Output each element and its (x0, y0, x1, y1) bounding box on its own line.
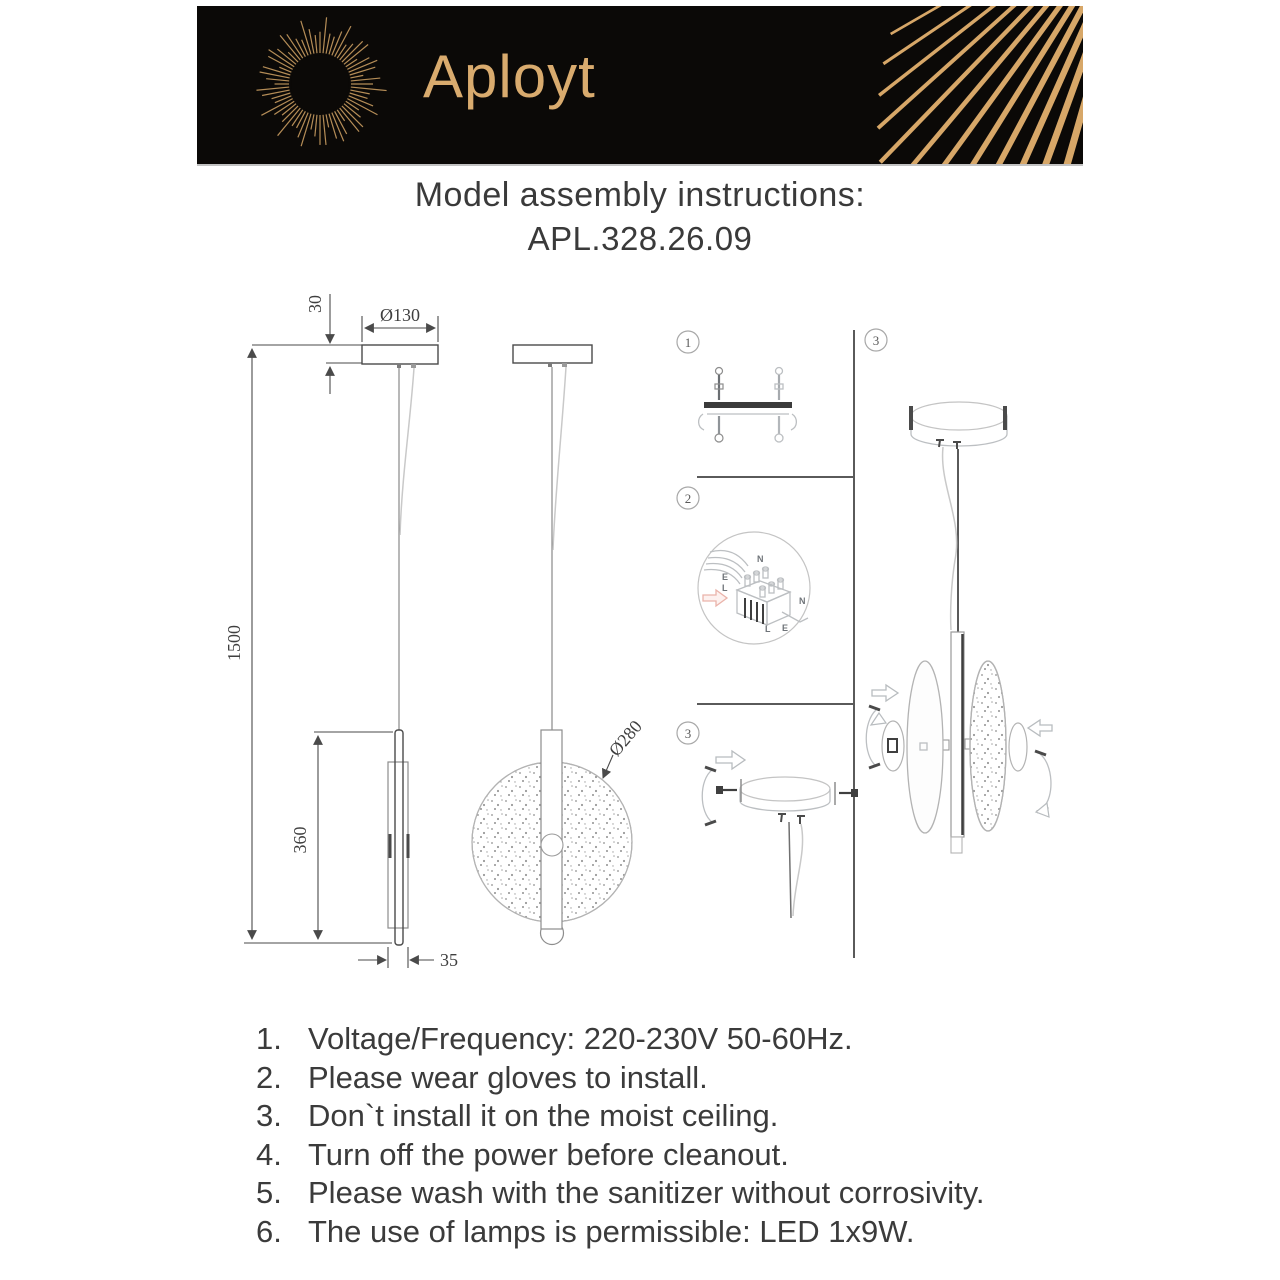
item-number: 3. (256, 1098, 282, 1133)
step1-bracket-diagram (699, 368, 797, 443)
list-item (256, 1020, 1066, 1059)
item-number: 1. (256, 1021, 282, 1056)
step-number-3-result: 3 (872, 333, 880, 348)
instruction-list (256, 1020, 1066, 1251)
arrow-left-icon (1028, 720, 1052, 736)
side-view-drawing (224, 294, 458, 970)
dim-canopy-height: 30 (305, 295, 325, 313)
arrow-right-small-icon (872, 685, 898, 701)
item-number: 6. (256, 1213, 282, 1249)
step-panel-frame (677, 329, 887, 958)
dim-disc-diameter: Ø280 (604, 716, 646, 760)
page-title: Model assembly instructions: (414, 176, 866, 214)
rotate-arrowhead-right-icon (1036, 803, 1049, 817)
dim-canopy-diameter: Ø130 (380, 305, 420, 325)
list-item (256, 1174, 1066, 1213)
item-text: Voltage/Frequency: 220-230V 50-60Hz. (308, 1021, 853, 1056)
wire-label-l-left: L (722, 583, 728, 593)
item-text: The use of lamps is permissible: LED 1x9W. (308, 1213, 915, 1249)
list-item (256, 1136, 1066, 1175)
list-item (256, 1059, 1066, 1098)
item-text: Don`t install it on the moist ceiling. (308, 1098, 779, 1133)
item-number: 4. (256, 1136, 282, 1172)
dim-body-height: 360 (290, 826, 310, 854)
dim-body-width: 35 (440, 950, 458, 970)
item-text: Turn off the power before cleanout. (308, 1136, 789, 1172)
brand-wordmark: Aployt (423, 43, 596, 110)
step-number-3: 3 (684, 726, 692, 741)
step3-canopy-diagram (702, 751, 858, 918)
assembled-view-drawing (866, 402, 1052, 853)
step-number-2: 2 (684, 491, 692, 506)
item-text: Please wash with the sanitizer without corrosivity. (308, 1175, 985, 1210)
wire-label-e-left: E (722, 572, 729, 582)
arrow-right-icon (716, 751, 745, 769)
wire-label-e-bottom: E (782, 623, 789, 633)
wire-label-n-right: N (799, 596, 806, 606)
model-number: APL.328.26.09 (527, 220, 753, 257)
dim-total-height: 1500 (224, 625, 244, 661)
step-number-1: 1 (684, 335, 692, 350)
wire-label-n-top: N (757, 554, 764, 564)
item-text: Please wear gloves to install. (308, 1059, 708, 1095)
item-number: 5. (256, 1175, 282, 1210)
list-item (256, 1097, 1066, 1136)
list-item (256, 1213, 1066, 1252)
front-view-drawing (472, 345, 646, 945)
step2-wiring-diagram (698, 532, 810, 644)
rotate-arrowhead-left-icon (871, 713, 886, 725)
wire-label-l-bottom: L (765, 624, 771, 634)
item-number: 2. (256, 1059, 282, 1095)
